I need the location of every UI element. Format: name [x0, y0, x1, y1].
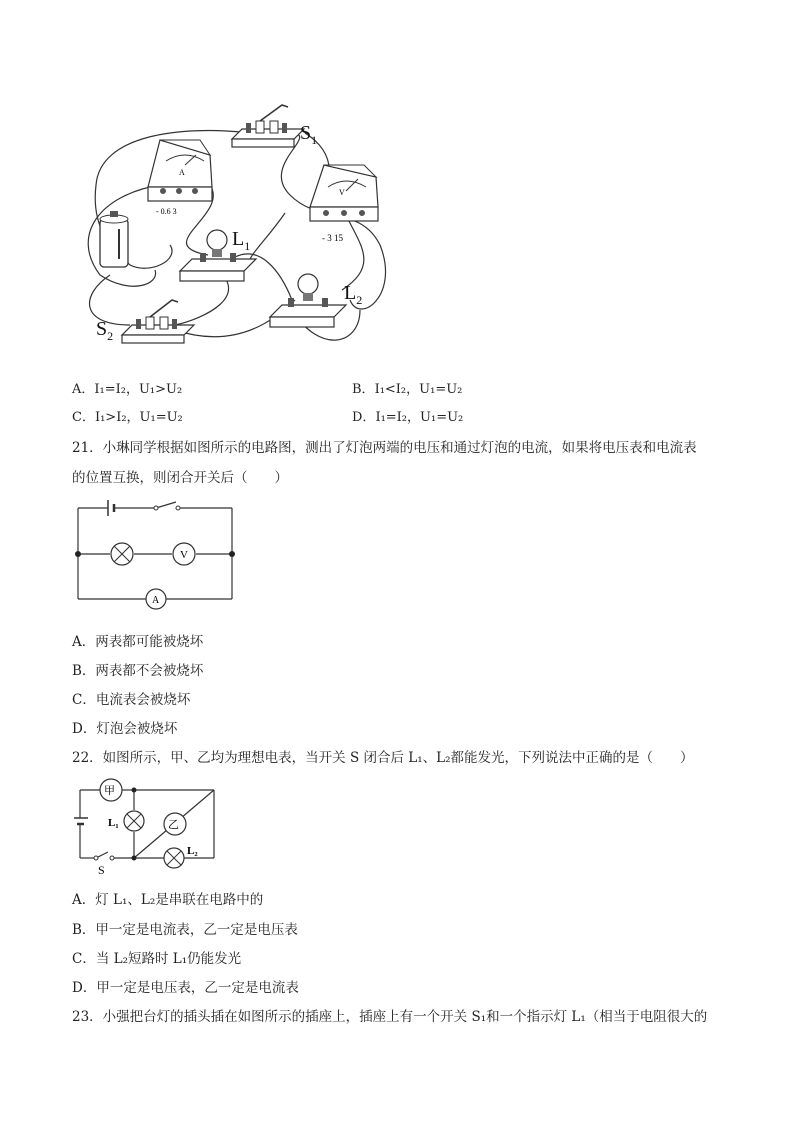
- q22-option-d[interactable]: D．甲一定是电压表，乙一定是电流表: [72, 980, 299, 996]
- q20-option-c[interactable]: C．I₁>I₂，U₁=U₂: [72, 410, 183, 425]
- q22-option-a[interactable]: A．灯 L₁、L₂是串联在电路中的: [72, 892, 264, 908]
- s1-label: S: [300, 122, 312, 144]
- svg-text:- 0.6 3: - 0.6 3: [156, 207, 177, 216]
- q21-option-a[interactable]: A．两表都可能被烧坏: [72, 634, 204, 650]
- switch-s2: [122, 300, 194, 343]
- lamp-l1: [180, 230, 256, 281]
- svg-text:L₁: L₁: [108, 817, 119, 829]
- l1-label: L: [232, 228, 245, 250]
- q22-lamp-l1: [108, 811, 144, 831]
- q22-option-c[interactable]: C．当 L₂短路时 L₁仍能发光: [72, 951, 242, 967]
- svg-text:S1: $S_1$: [300, 122, 318, 147]
- q21-option-b[interactable]: B．两表都不会被烧坏: [72, 663, 204, 679]
- q20-option-a-text: I₁=I₂，U₁>U₂: [94, 382, 183, 397]
- svg-text:- 3 15: - 3 15: [322, 233, 343, 243]
- q22-switch-label: S: [98, 863, 105, 876]
- svg-text:L₂: L₂: [187, 845, 198, 857]
- q22-option-b[interactable]: B．甲一定是电流表，乙一定是电压表: [72, 922, 298, 938]
- battery: [100, 211, 128, 267]
- svg-text:V: V: [339, 188, 345, 197]
- switch-s1: [232, 105, 304, 147]
- q21-ammeter-symbol: [146, 589, 166, 609]
- q22-meter-jia: [100, 779, 122, 801]
- q22-lamp-l2: [164, 845, 198, 868]
- lamp-l2: [270, 274, 346, 327]
- voltmeter: [310, 165, 378, 243]
- q20-option-a[interactable]: A．I₁=I₂，U₁>U₂: [72, 382, 183, 397]
- svg-text:L1: $L_1$: [232, 228, 251, 253]
- q22-circuit-diagram: [72, 776, 222, 876]
- s2-label: S: [96, 318, 108, 340]
- q22-stem: 22．如图所示，甲、乙均为理想电表，当开关 S 闭合后 L₁、L₂都能发光，下列说法中正确的是（ ）: [72, 750, 694, 766]
- q21-option-d[interactable]: D．灯泡会被烧坏: [72, 721, 178, 737]
- q20-option-b[interactable]: B．I₁<I₂，U₁=U₂: [352, 382, 463, 397]
- q23-stem: 23．小强把台灯的插头插在如图所示的插座上，插座上有一个开关 S₁和一个指示灯 L₁（相当于电阻很大的: [72, 1009, 708, 1025]
- q20-option-c-text: I₁>I₂，U₁=U₂: [94, 410, 183, 425]
- q22-meter-yi: [164, 813, 186, 835]
- q20-circuit-figure: [60, 95, 400, 355]
- svg-text:甲: 甲: [104, 785, 115, 797]
- svg-text:V: V: [180, 549, 188, 561]
- svg-text:L2: $L_2$: [344, 282, 363, 307]
- q20-option-d[interactable]: D．I₁=I₂，U₁=U₂: [352, 410, 464, 425]
- q21-stem-line2: 的位置互换，则闭合开关后（ ）: [72, 470, 288, 486]
- q21-circuit-diagram: [72, 496, 242, 614]
- q21-lamp-symbol: [111, 543, 133, 565]
- q21-option-c[interactable]: C．电流表会被烧坏: [72, 692, 191, 708]
- q21-stem-line1: 21．小琳同学根据如图所示的电路图，测出了灯泡两端的电压和通过灯泡的电流，如果将电压表和电流表: [72, 440, 697, 456]
- q21-voltmeter-symbol: [173, 543, 195, 565]
- svg-text:乙: 乙: [168, 819, 179, 831]
- svg-text:S2: $S_2$: [96, 318, 114, 343]
- svg-text:A: A: [152, 595, 160, 606]
- q20-option-b-text: I₁<I₂，U₁=U₂: [374, 382, 463, 397]
- q20-option-d-text: I₁=I₂，U₁=U₂: [375, 410, 464, 425]
- l2-label: L: [344, 282, 357, 304]
- svg-text:A: A: [179, 168, 185, 177]
- ammeter: [148, 140, 212, 216]
